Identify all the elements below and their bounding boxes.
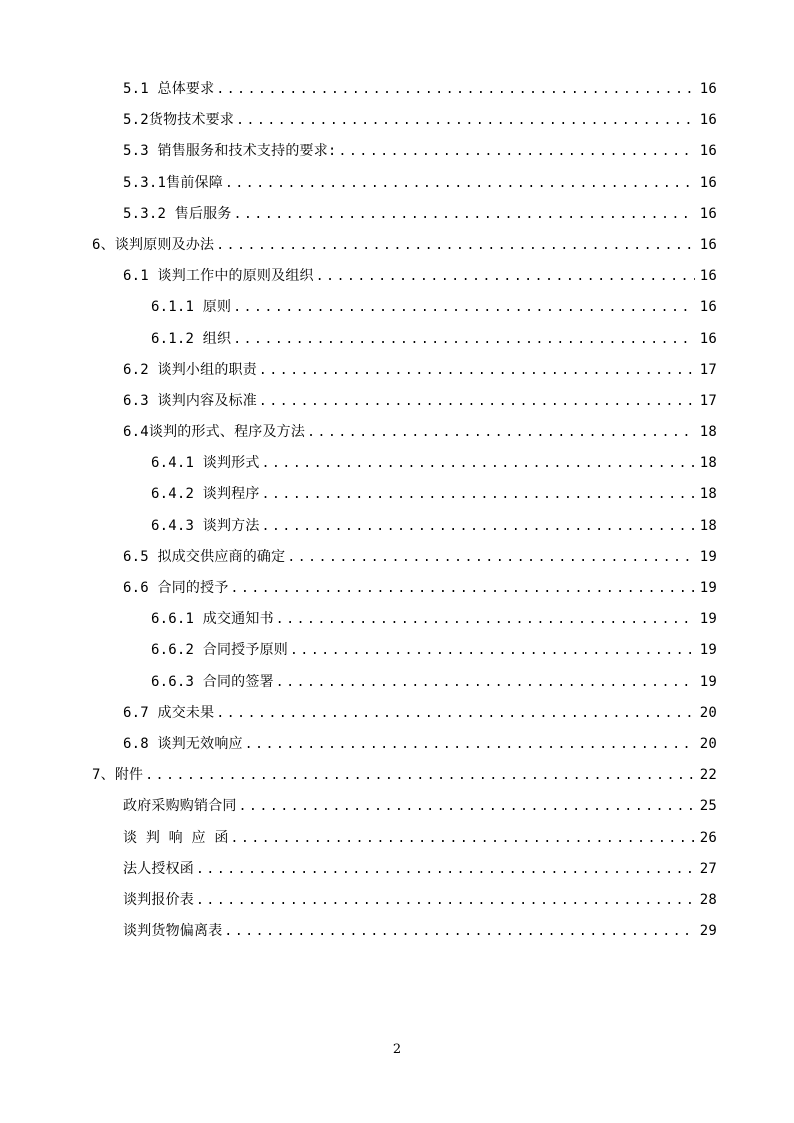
toc-entry[interactable] (0, 261, 717, 292)
toc-entry-page: 16 (699, 174, 717, 191)
toc-entry-label: 5.3.1售前保障 (123, 174, 223, 191)
toc-entry[interactable] (0, 916, 717, 947)
toc-entry[interactable] (0, 292, 717, 323)
toc-entry[interactable] (0, 573, 717, 604)
toc-entry[interactable] (0, 635, 717, 666)
toc-entry[interactable] (0, 729, 717, 760)
toc-entry[interactable] (0, 542, 717, 573)
toc-entry[interactable] (0, 698, 717, 729)
toc-leader-dots (225, 168, 695, 199)
toc-entry-label: 6.6.2 合同授予原则 (151, 642, 288, 659)
toc-entry[interactable] (0, 324, 717, 355)
toc-leader-dots (196, 885, 695, 916)
page-number: 2 (392, 1042, 402, 1057)
toc-leader-dots (262, 511, 695, 542)
toc-entry-page: 16 (699, 299, 717, 316)
toc-leader-dots (216, 230, 695, 261)
toc-entry-label: 7、附件 (92, 767, 144, 784)
toc-entry-page: 26 (699, 829, 717, 846)
toc-entry-label: 法人授权函 (123, 860, 194, 877)
toc-entry[interactable] (0, 136, 717, 167)
toc-entry[interactable] (0, 479, 717, 510)
toc-entry-label: 6.1.1 原则 (151, 299, 232, 316)
toc-entry[interactable] (0, 511, 717, 542)
toc-entry[interactable] (0, 854, 717, 885)
toc-leader-dots (231, 573, 695, 604)
toc-entry[interactable] (0, 791, 717, 822)
toc-leader-dots (145, 760, 695, 791)
toc-entry-label: 6.7 成交未果 (123, 704, 215, 721)
toc-entry-page: 29 (699, 923, 717, 940)
toc-leader-dots (216, 74, 695, 105)
toc-entry-label: 5.2货物技术要求 (123, 112, 235, 129)
toc-entry-label: 5.3 销售服务和技术支持的要求: (123, 143, 337, 160)
toc-leader-dots (224, 916, 695, 947)
toc-entry-page: 16 (699, 81, 717, 97)
toc-entry-page: 18 (699, 517, 717, 534)
toc-entry-page: 17 (699, 392, 717, 409)
toc-entry-label: 6.6.3 合同的签署 (151, 673, 274, 690)
toc-entry[interactable] (0, 823, 717, 854)
toc-leader-dots (236, 105, 695, 136)
toc-entry-page: 19 (699, 580, 717, 596)
toc-entry[interactable] (0, 74, 717, 105)
toc-entry-label: 6.1 谈判工作中的原则及组织 (123, 268, 314, 285)
toc-leader-dots (316, 261, 695, 292)
toc-entry[interactable] (0, 355, 717, 386)
toc-entry-label: 6.4谈判的形式、程序及方法 (123, 424, 306, 441)
toc-entry[interactable] (0, 168, 717, 199)
toc-entry-page: 18 (699, 486, 717, 503)
toc-leader-dots (339, 136, 695, 167)
toc-entry-label: 6.3 谈判内容及标准 (123, 392, 257, 409)
toc-entry[interactable] (0, 417, 717, 448)
toc-entry-page: 16 (699, 330, 717, 347)
toc-entry[interactable] (0, 199, 717, 230)
toc-entry-page: 19 (699, 548, 717, 565)
toc-leader-dots (287, 542, 695, 573)
toc-leader-dots (290, 635, 695, 666)
toc-leader-dots (196, 854, 695, 885)
toc-entry[interactable] (0, 105, 717, 136)
toc-entry[interactable] (0, 604, 717, 635)
toc-entry-page: 27 (699, 860, 717, 877)
toc-entry-label: 5.1 总体要求 (123, 81, 215, 97)
toc-leader-dots (233, 292, 695, 323)
toc-leader-dots (216, 698, 695, 729)
toc-entry[interactable] (0, 760, 717, 791)
toc-entry-page: 25 (699, 798, 717, 815)
toc-leader-dots (259, 386, 695, 417)
toc-entry-page: 20 (699, 735, 717, 752)
toc-entry-page: 18 (699, 424, 717, 441)
toc-leader-dots (262, 479, 695, 510)
toc-leader-dots (234, 199, 695, 230)
toc-entry[interactable] (0, 885, 717, 916)
toc-entry-label: 谈判报价表 (123, 891, 194, 908)
toc-entry-label: 6.4.1 谈判形式 (151, 455, 260, 472)
toc-entry-page: 18 (699, 455, 717, 472)
toc-entry-label: 6.2 谈判小组的职责 (123, 361, 257, 378)
toc-entry-page: 17 (699, 361, 717, 378)
toc-leader-dots (276, 667, 695, 698)
toc-entry-page: 16 (699, 205, 717, 222)
toc-entry-label: 6.5 拟成交供应商的确定 (123, 548, 286, 565)
toc-entry-page: 16 (699, 112, 717, 129)
toc-entry-page: 16 (699, 143, 717, 160)
toc-entry-page: 19 (699, 611, 717, 628)
toc-entry-page: 28 (699, 891, 717, 908)
toc-leader-dots (239, 791, 695, 822)
toc-entry[interactable] (0, 667, 717, 698)
toc-entry-label: 5.3.2 售后服务 (123, 205, 232, 222)
toc-entry-label: 6.8 谈判无效响应 (123, 735, 243, 752)
toc-entry-page: 20 (699, 704, 717, 721)
toc-entry-label: 6.6.1 成交通知书 (151, 611, 274, 628)
toc-leader-dots (231, 823, 695, 854)
toc-entry[interactable] (0, 448, 717, 479)
toc-entry-label: 6、谈判原则及办法 (92, 236, 215, 253)
toc-entry-page: 22 (699, 767, 717, 784)
toc-entry-label: 6.6 合同的授予 (123, 580, 229, 596)
toc-entry-page: 16 (699, 236, 717, 253)
toc-leader-dots (276, 604, 695, 635)
toc-entry-label: 6.4.3 谈判方法 (151, 517, 260, 534)
toc-entry[interactable] (0, 386, 717, 417)
toc-entry-page: 16 (699, 268, 717, 285)
toc-entry[interactable] (0, 230, 717, 261)
toc-leader-dots (233, 324, 695, 355)
toc-entry-label: 6.4.2 谈判程序 (151, 486, 260, 503)
toc-leader-dots (307, 417, 695, 448)
toc-entry-label: 政府采购购销合同 (123, 798, 237, 815)
toc-entry-page: 19 (699, 673, 717, 690)
toc-entry-page: 19 (699, 642, 717, 659)
table-of-contents (0, 74, 794, 947)
toc-leader-dots (262, 448, 695, 479)
toc-entry-label: 谈判货物偏离表 (123, 923, 223, 940)
toc-entry-label: 谈 判 响 应 函 (123, 829, 229, 846)
toc-leader-dots (259, 355, 695, 386)
toc-leader-dots (245, 729, 695, 760)
toc-entry-label: 6.1.2 组织 (151, 330, 232, 347)
